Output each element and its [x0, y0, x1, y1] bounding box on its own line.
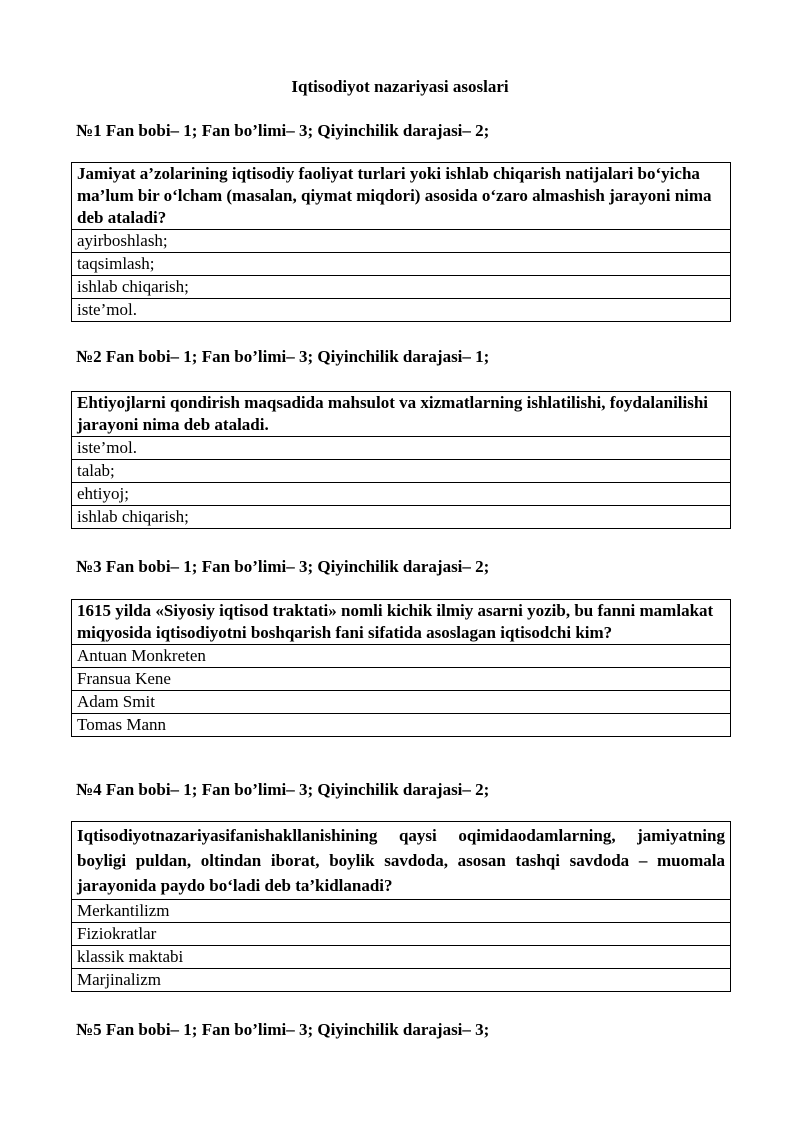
page-title: Iqtisodiyot nazariyasi asoslari: [291, 77, 509, 96]
question-2-table: [71, 391, 731, 529]
question-1-answer-4: iste’mol.: [77, 300, 137, 319]
question-2-text: Ehtiyojlarni qondirish maqsadida mahsulot va xizmatlarning ishlatilishi, foydalanilishi jarayoni nima deb ataladi.: [72, 392, 730, 437]
question-3-answer-2: Fransua Kene: [72, 668, 730, 691]
question-2-answer-1: iste’mol.: [72, 437, 730, 460]
question-2-header: №2 Fan bobi– 1; Fan bo’limi– 3; Qiyinchilik darajasi– 1;: [76, 347, 490, 366]
question-4-text: Iqtisodiyotnazariyasifanishakllanishining qaysi oqimidaodamlarning, jamiyatning boyligi puldan, oltindan iborat, boylik savdoda, asosan tashqi savdoda – muomala jarayonida paydo bo‘ladi deb ta’kidlanadi?: [72, 822, 730, 900]
question-1-answer-1: ayirboshlash;: [72, 230, 730, 253]
question-4-header: №4 Fan bobi– 1; Fan bo’limi– 3; Qiyinchilik darajasi– 2;: [76, 780, 490, 799]
question-5-header: №5 Fan bobi– 1; Fan bo’limi– 3; Qiyinchilik darajasi– 3;: [76, 1020, 490, 1039]
question-1-table: [71, 162, 731, 322]
question-2-answer-3: ehtiyoj;: [72, 483, 730, 506]
question-1-text: Jamiyat a’zolarining iqtisodiy faoliyat turlari yoki ishlab chiqarish natijalari bo‘yicha ma’lum bir o‘lcham (masalan, qiymat miqdori) asosida o‘zaro almashish jarayoni nima deb ataladi?: [72, 163, 730, 230]
question-4-answer-3: klassik maktabi: [72, 946, 730, 969]
question-2-answer-4: ishlab chiqarish;: [77, 507, 189, 526]
question-3-answer-4: Tomas Mann: [77, 715, 166, 734]
question-3-answer-1: Antuan Monkreten: [72, 645, 730, 668]
question-4-answer-1: Merkantilizm: [72, 900, 730, 923]
question-1-answer-2: taqsimlash;: [72, 253, 730, 276]
question-2-answer-2: talab;: [72, 460, 730, 483]
question-1-answer-3: ishlab chiqarish;: [72, 276, 730, 299]
question-3-text: 1615 yilda «Siyosiy iqtisod traktati» nomli kichik ilmiy asarni yozib, bu fanni mamlakat miqyosida iqtisodiyotni boshqarish fani sifatida asoslagan iqtisodchi kim?: [72, 600, 730, 645]
question-3-answer-3: Adam Smit: [72, 691, 730, 714]
question-4-answer-4: Marjinalizm: [77, 970, 162, 989]
question-1-header: №1 Fan bobi– 1; Fan bo’limi– 3; Qiyinchilik darajasi– 2;: [76, 121, 490, 140]
question-4-table: [71, 821, 731, 992]
question-4-answer-2: Fiziokratlar: [72, 923, 730, 946]
question-3-table: [71, 599, 731, 737]
question-3-header: №3 Fan bobi– 1; Fan bo’limi– 3; Qiyinchilik darajasi– 2;: [76, 557, 490, 576]
